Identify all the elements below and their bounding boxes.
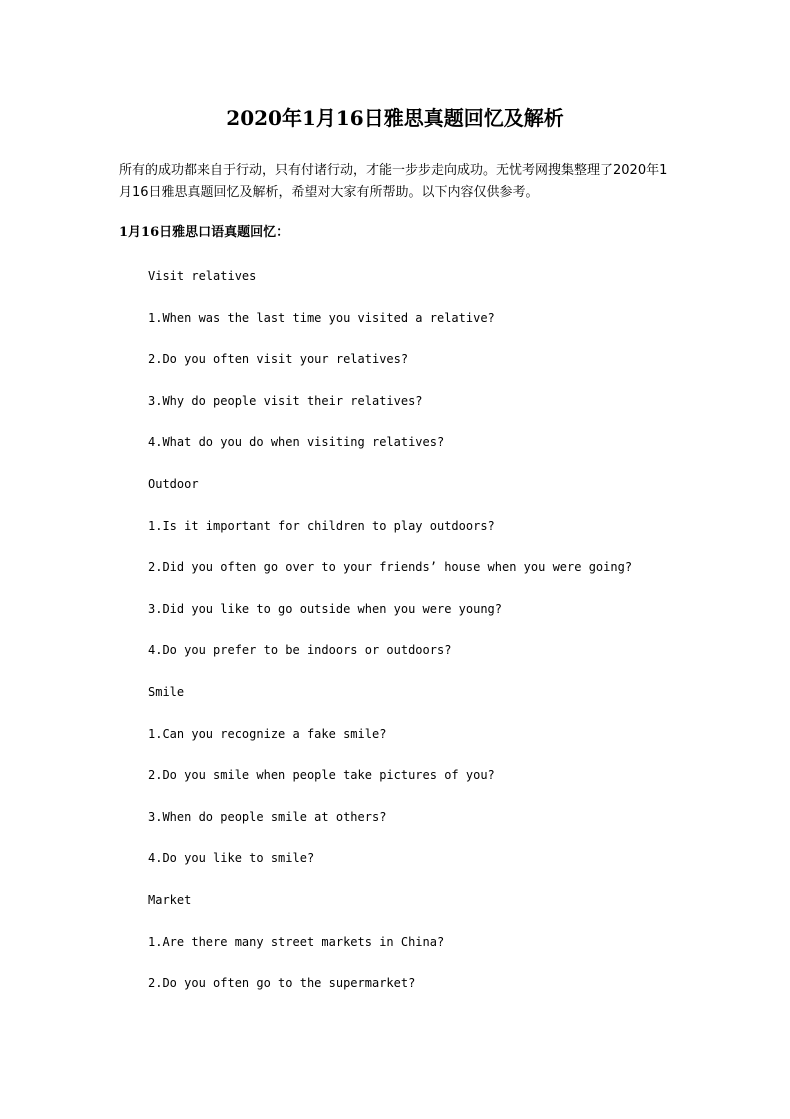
topic-heading: Visit relatives [148, 269, 257, 283]
question-item: 4.What do you do when visiting relatives? [148, 435, 445, 450]
question-item: 1.When was the last time you visited a relative? [148, 310, 495, 325]
intro-paragraph: 所有的成功都来自于行动，只有付诸行动，才能一步步走向成功。无忧考网搜集整理了2020年1月16日雅思真题回忆及解析，希望对大家有所帮助。以下内容仅供参考。 [119, 163, 668, 200]
question-item: 2.Do you smile when people take pictures of you? [148, 768, 495, 783]
question-item: 3.When do people smile at others? [148, 809, 387, 824]
topic-heading: Outdoor [148, 476, 199, 491]
question-item: 2.Do you often go to the supermarket? [148, 976, 416, 991]
section-heading: 1月16日雅思口语真题回忆： [119, 225, 290, 240]
document-title: 2020年1月16日雅思真题回忆及解析 [226, 106, 564, 130]
question-item: 3.Did you like to go outside when you were young? [148, 601, 503, 616]
question-list [148, 268, 708, 1017]
question-item: 2.Did you often go over to your friends’ house when you were going? [148, 560, 633, 575]
topic-heading: Smile [148, 684, 185, 699]
question-item: 1.Are there many street markets in China? [148, 934, 445, 949]
topic-heading: Market [148, 892, 192, 907]
question-item: 4.Do you like to smile? [148, 851, 315, 866]
question-item: 1.Can you recognize a fake smile? [148, 726, 387, 741]
question-item: 2.Do you often visit your relatives? [148, 352, 409, 367]
question-item: 1.Is it important for children to play outdoors? [148, 518, 495, 533]
question-item: 4.Do you prefer to be indoors or outdoors? [148, 643, 452, 658]
question-item: 3.Why do people visit their relatives? [148, 393, 423, 408]
